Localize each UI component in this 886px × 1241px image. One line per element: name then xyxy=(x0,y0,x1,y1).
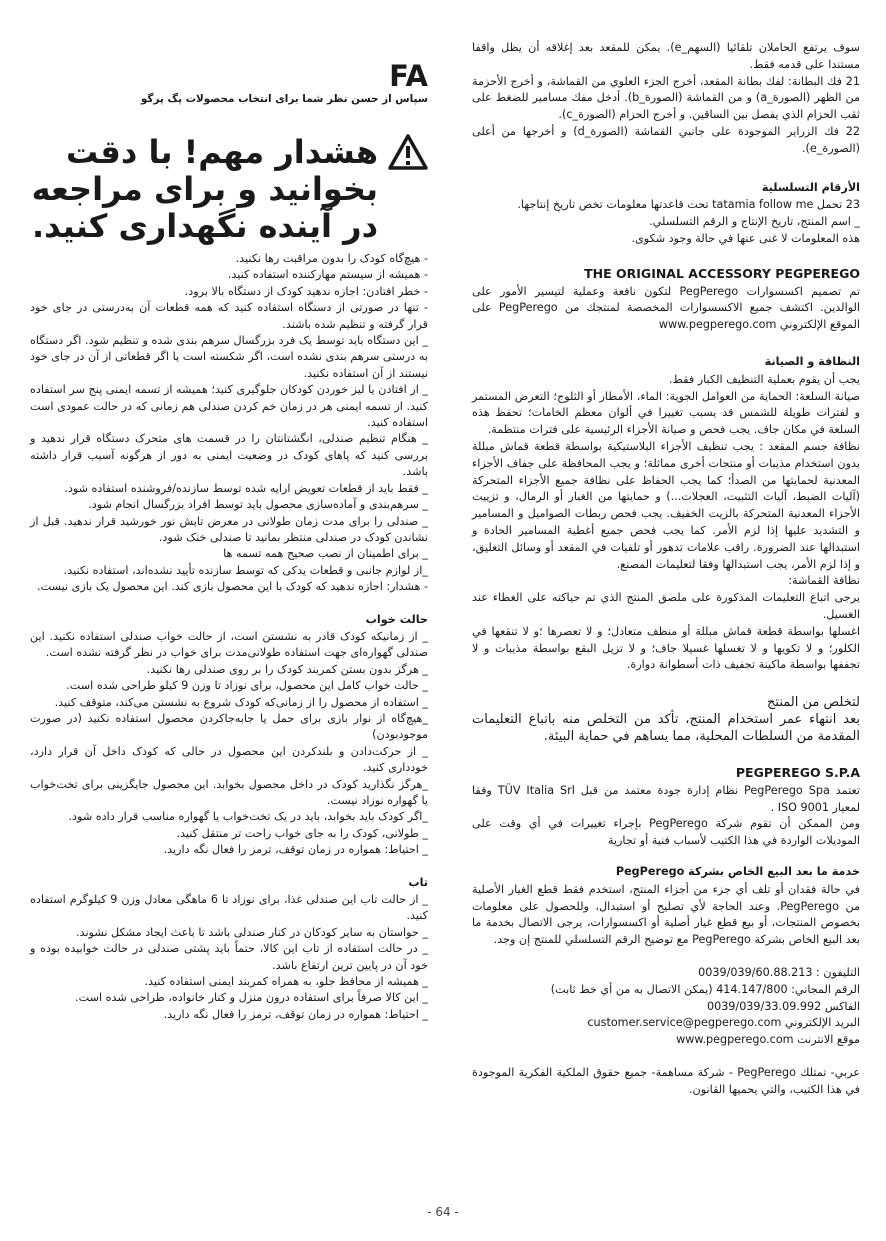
ar-serial-2: _ اسم المنتج، تاريخ الإنتاج و الرقم التسلسلي. xyxy=(649,215,860,229)
fa-warning-item: - هیچ‌گاه کودک را بدون مراقبت رها نکنید. xyxy=(235,252,428,265)
fa-thanks: سپاس از حسن نظر شما برای انتخاب محصولات پگ پرگو xyxy=(140,93,428,105)
fa-swing-title: تاب xyxy=(408,875,428,889)
ar-company-1: تعتمد PegPerego Spa نظام إدارة جودة معتمد من قبل TÜV Italia Srl وفقا لمعيار ISO 9001 . xyxy=(472,783,861,814)
ar-accessory-title: THE ORIGINAL ACCESSORY PEGPEREGO xyxy=(584,265,860,281)
ar-cleaning-4: نظافة القماشة: xyxy=(788,574,860,588)
arabic-column xyxy=(472,40,860,1099)
ar-disposal-text: بعد انتهاء عمر استخدام المنتج، تأكد من التخلص منه باتباع التعليمات المقدمة من السلطات المحلية، مما يساهم في حماية البيئة. xyxy=(472,712,860,745)
fa-swing-item: _ این کالا صرفاً برای استفاده درون منزل و کنار خانواده، طراحی شده است. xyxy=(75,991,428,1005)
ar-intro-2: 21 فك البطانة: لفك بطانة المقعد، أخرج الجزء العلوي من القماشة، و أخرج الأحزمة من الظهر (الصورة_a) و من القماشة (الصورة_b). أدخل مفك مسامير للضغط على ثقب الحزام الذي يفصل بين الساقين. و أخرج الحزام (الصورة_c). xyxy=(472,74,860,122)
fa-swing-list xyxy=(30,892,428,1023)
fa-warning-item: _از لوازم جانبی و قطعات یدکی که توسط سازنده تأیید نشده‌اند، استفاده نکنید. xyxy=(63,563,428,577)
fa-sleep-item: _اگر کودک باید بخوابد، باید در یک تخت‌خواب یا گهواره مناسب قرار داده شود. xyxy=(68,810,428,824)
fa-warning-item: _ این دستگاه باید توسط یک فرد بزرگسال سرهم بندی شده و تنظیم شود. اگر دستگاه به درستی سرهم بندی نشده است، اگر شکسته است یا اگر قطعاتی از آن در جای خود نیستند از آن استفاده نکنید. xyxy=(30,334,428,380)
ar-serial-title: الأرقام التسلسلية xyxy=(761,180,860,194)
fa-warning-item: - هشدار: اجازه ندهید که کودک با این محصول بازی کند. این محصول یک بازی نیست. xyxy=(37,580,428,594)
ar-cleaning-title: النظافة و الصيانة xyxy=(764,354,860,368)
fa-warning-item: _ هنگام تنظیم صندلی، انگشتانتان را در قسمت های متحرک دستگاه قرار ندهید و بررسی کنید که پاهای کودک در وضعیت ایمنی به دور از هرگونه آسیب قرار داشته باشد. xyxy=(30,432,428,479)
ar-intro-1: سوف يرتفع الحاملان تلقائيا (السهم_e). يمكن للمقعد بعد إغلاقه أن يظل واقفا مستندا على قدمه فقط. xyxy=(472,41,860,71)
fa-sleep-item: _ طولانی، کودک را به جای خواب راحت تر منتقل کنید. xyxy=(176,826,428,840)
ar-cleaning-3: نظافة جسم المقعد : يجب تنظيف الأجزاء البلاستيكية بواسطة قطعة قماش مبللة بدون استخدام مذيبات أو منتجات أخرى مماثلة؛ و يجب المحافظة على جفاف الأجزاء المعدنية لحمايتها من الصدأ؛ كما يجب الحفاظ على نظافة جميع الأجزاء المتحركة (آليات الضبط، آليات التثبيت، العجلات...) و حمايتها من الغبار أو الرمال، و تزييت الأجزاء المعدنية المتحركة بالزيت الخفيف. يجب فحص ربطات الصواميل و المسامير و التشديد عليها إذا لزم الأمر. كما يجب فحص جميع أغطية المسامير الحادة و استبدالها عند الضرورة. راقب علامات تدهور أو تلفيات في المقعد أو وسائل التعليق، و إذا لزم الأمر، يجب استبدالها وفقا لتعليمات المصنع. xyxy=(472,439,860,571)
ar-company-2: ومن الممكن أن تقوم شركة PegPerego بإجراء تغييرات في أي وقت على الموديلات الواردة في هذا الكتيب لأسباب فنية أو تجارية xyxy=(472,817,861,848)
fa-warnings xyxy=(30,251,428,596)
ar-disposal-title: لتخلص من المنتج xyxy=(767,695,860,711)
fa-warning-item: _ صندلی را برای مدت زمان طولانی در معرض تابش نور خورشید قرار ندهید. قبل از نشاندن کودک در صندلی منتظر بمانید تا صندلی خنک شود. xyxy=(30,514,428,544)
fa-sleep-item: _ هرگز بدون بستن کمربند کودک را بر روی صندلی رها نکنید. xyxy=(146,662,428,676)
ar-website[interactable]: موقع الانترنت www.pegperego.com xyxy=(676,1033,860,1047)
fa-swing-item: _ همیشه از محافظ جلو، به همراه کمربند ایمنی استفاده کنید. xyxy=(144,975,428,989)
warning-title: هشدار مهم! با دقت بخوانید و برای مراجعه در آینده نگهداری کنید. xyxy=(31,133,378,245)
fa-sleep-list xyxy=(30,629,428,859)
fa-swing-item: _ از حالت تاب این صندلی غذا، برای نوزاد تا 6 ماهگی معادل وزن 9 کیلوگرم استفاده کنید. xyxy=(30,893,428,923)
fa-swing-item: _ در حالت استفاده از تاب این کالا، حتماً باید پشتی صندلی در حالت خوابیده بوده و خود آن در پایین ترین ارتفاع باشد. xyxy=(30,942,428,972)
warning-heading xyxy=(30,134,428,245)
ar-cleaning-6: اغسلها بواسطة قطعة قماش مبللة أو منظف متعادل؛ و لا تعصرها ؛و لا تنقعها في الكلور؛ و لا تكويها و لا تغسلها غسيلا جاف؛ و لا تزيل البقع بواسطة مذيبات و لا تجففها بواسطة ماكينة تجفيف ذات أسطوانة دوارة. xyxy=(472,624,860,672)
ar-fax: الفاكس 0039/039/33.09.992 xyxy=(706,999,860,1013)
ar-accessory-text: تم تصميم اكسسوارات PegPerego لتكون نافعة وعملية لتيسير الأمور على الوالدين. اكتشف جميع الاكسسوارات المخصصة لمنتجك من PegPerego على الموقع الإلكتروني www.pegperego.com xyxy=(472,284,860,332)
ar-intro-3: 22 فك الزراير الموجودة على جانبي القماشة (الصورة_d) و أخرجها من أعلى (الصورة_e). xyxy=(472,124,860,155)
fa-sleep-item: _هیچ‌گاه از نوار بازی برای حمل یا جابه‌جاکردن محصول استفاده نکنید (در صورت موجودبودن) xyxy=(30,711,428,742)
ar-serial-3: هذه المعلومات لا غنى عنها في حالة وجود شكوى. xyxy=(631,231,860,245)
ar-freephone: الرقم المجاني: 414.147/800 (يمكن الاتصال به من أي خط ثابت) xyxy=(550,982,860,996)
fa-sleep-item: _ از حرکت‌دادن و بلندکردن این محصول در حالی که کودک داخل آن قرار دارد، خودداری کنید. xyxy=(30,744,428,775)
ar-company-title: PEGPEREGO S.P.A xyxy=(735,765,860,781)
fa-warning-item: _ از افتادن یا لیز خوردن کودکان جلوگیری کنید؛ همیشه از تسمه ایمنی پنج سر استفاده کنید. از تسمه ایمنی هر در زمان خم کردن صندلی هم زمانی که در حالت عمودی است استفاده کنید. xyxy=(30,383,428,430)
fa-sleep-item: _ احتیاط: همواره در زمان توقف، ترمز را فعال نگه دارید. xyxy=(163,843,428,857)
page-number: - 64 - xyxy=(427,1205,459,1219)
fa-warning-item: - تنها در صورتی از دستگاه استفاده کنید که همه قطعات آن به‌درستی در جای خود قرار گرفته و تنظیم شده باشند. xyxy=(30,301,428,331)
fa-swing-item: _ احتیاط: همواره در زمان توقف، ترمز را فعال نگه دارید. xyxy=(163,1007,428,1021)
farsi-column xyxy=(30,40,428,1023)
fa-warning-item: - همیشه از سیستم مهارکننده استفاده کنید. xyxy=(227,268,428,282)
ar-contacts xyxy=(472,965,860,1049)
ar-cleaning-5: يرجى اتباع التعليمات المذكورة على ملصق المنتج الذي تم حياكته على الغطاء عند الغسيل. xyxy=(472,591,860,621)
ar-cleaning-2: صيانة السلعة: الحماية من العوامل الجوية: الماء، الأمطار أو الثلوج؛ التعرض المستمر و لفترات طويلة للشمس قد يسبب تغييرا في ألوان معظم الخامات؛ تحفظ هذه السلعة في مكان جاف. يجب فحص و صيانة الأجزاء الرئيسية على فترات منتظمة. xyxy=(472,389,860,437)
ar-cleaning-1: يجب أن يقوم بعملية التنظيف الكبار فقط. xyxy=(669,372,860,386)
fa-sleep-item: _ حالت خواب کامل این محصول، برای نوزاد تا وزن 9 کیلو طراحی شده است. xyxy=(66,679,428,693)
fa-warning-item: _ سرهم‌بندی و آماده‌سازی محصول باید توسط افراد بزرگسال انجام شود. xyxy=(88,498,428,512)
fa-warning-item: - خطر افتادن: اجازه ندهید کودک از دستگاه بالا برود. xyxy=(184,284,428,298)
ar-service-title: خدمة ما بعد البيع الخاص بشركة PegPerego xyxy=(615,865,860,879)
fa-sleep-item: _ از زمانیکه کودک قادر به نشستن است، از حالت خواب صندلی استفاده نکنید. این صندلی گهواره‌ای جهت استفاده طولانی‌مدت برای خواب در نظر گرفته نشده است. xyxy=(30,629,428,660)
ar-serial-1: 23 تحمل tatamia follow me تحت قاعدتها معلومات تخص تاريخ إنتاجها. xyxy=(517,198,860,212)
ar-phone: التليفون : 0039/039/60.88.213 xyxy=(698,966,860,980)
language-code: FA xyxy=(389,59,428,93)
ar-service-text: في حالة فقدان أو تلف أي جزء من أجزاء المنتج، استخدم فقط قطع الغيار الأصلية من PegPerego. وعند الحاجة لأي تصليح أو استبدال، وللحصول على معلومات بخصوص المنتجات، أو بيع قطع غيار أصلية أو اكسسوارات، يرجى الاتصال بخدمة ما بعد البيع الخاص بشركة PegPerego مع توضيح الرقم التسلسلي للمنتج إن وجد. xyxy=(472,882,860,947)
fa-warning-item: _ برای اطمینان از نصب صحیح همه تسمه ها xyxy=(223,547,428,561)
fa-swing-item: _ حواستان به سایر کودکان در کنار صندلی باشد تا باعث ایجاد مشکل نشوند. xyxy=(76,925,428,939)
fa-sleep-title: حالت خواب xyxy=(365,612,428,626)
fa-sleep-item: _ استفاده از محصول را از زمانی‌که کودک شروع به نشستن می‌کند، متوقف کنید. xyxy=(54,695,428,709)
ar-copyright: عربي- تمتلك PegPerego - شركة مساهمة- جميع حقوق الملكية الفكرية الموجودة في هذا الكتيب، والتي يحميها القانون. xyxy=(472,1066,860,1096)
ar-email[interactable]: البريد الإلكتروني customer.service@pegperego.com xyxy=(587,1016,860,1030)
warning-triangle-icon xyxy=(388,134,428,170)
fa-sleep-item: _هرگز نگذارید کودک در داخل محصول بخوابد. این محصول جایگزینی برای تخت‌خواب یا گهواره نوزاد نیست. xyxy=(30,777,428,807)
fa-warning-item: _ فقط باید از قطعات تعویض ارایه شده توسط سازنده/فروشنده استفاده شود. xyxy=(64,481,428,495)
